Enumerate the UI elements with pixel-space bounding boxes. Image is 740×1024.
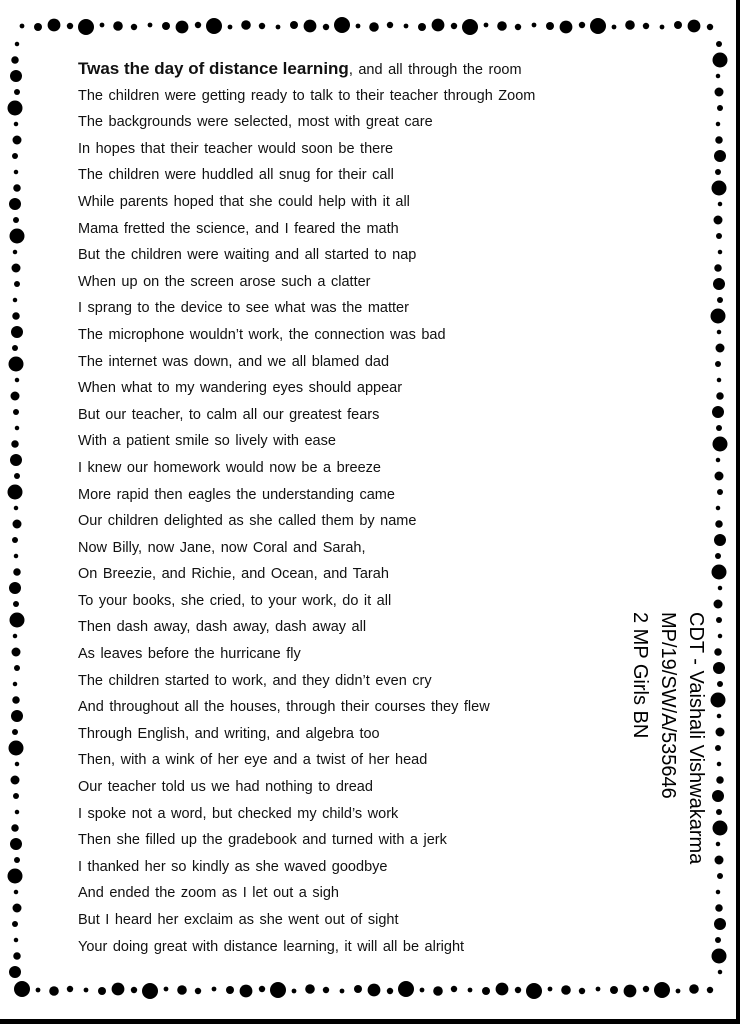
border-dot bbox=[717, 489, 723, 495]
border-dot bbox=[10, 838, 22, 850]
poem-line: The microphone wouldn’t work, the connection was bad bbox=[78, 326, 446, 343]
border-dot bbox=[11, 326, 23, 338]
border-dot bbox=[11, 440, 19, 448]
border-dot bbox=[12, 696, 20, 704]
border-dot bbox=[276, 25, 281, 30]
border-dot bbox=[14, 554, 19, 559]
border-dot bbox=[11, 710, 23, 722]
border-dot bbox=[716, 809, 722, 815]
poem-line: Then dash away, dash away, dash away all bbox=[78, 619, 367, 636]
border-dot bbox=[9, 741, 24, 756]
border-dot bbox=[14, 281, 20, 287]
border-dot bbox=[560, 21, 573, 34]
border-dot bbox=[718, 250, 723, 255]
border-dot bbox=[548, 987, 553, 992]
border-dot bbox=[305, 984, 315, 994]
border-dot bbox=[164, 987, 169, 992]
border-dot bbox=[716, 506, 721, 511]
border-dot bbox=[14, 506, 19, 511]
border-dot bbox=[290, 21, 298, 29]
border-dot bbox=[9, 357, 24, 372]
border-dot bbox=[12, 153, 18, 159]
border-dot bbox=[206, 18, 222, 34]
border-dot bbox=[34, 23, 42, 31]
border-dot bbox=[20, 24, 25, 29]
border-dot bbox=[212, 987, 217, 992]
poem-line: Now Billy, now Jane, now Coral and Sarah, bbox=[78, 539, 366, 556]
border-dot bbox=[625, 20, 635, 30]
poem-line: When what to my wandering eyes should appear bbox=[78, 380, 403, 397]
border-dot bbox=[718, 586, 723, 591]
border-dot bbox=[462, 19, 478, 35]
border-dot bbox=[100, 23, 105, 28]
border-dot bbox=[717, 105, 723, 111]
border-dot bbox=[11, 56, 19, 64]
border-dot bbox=[241, 20, 251, 30]
border-dot bbox=[712, 949, 727, 964]
border-dot bbox=[304, 20, 317, 33]
border-dot bbox=[13, 904, 22, 913]
border-dot bbox=[716, 458, 721, 463]
border-dot bbox=[715, 361, 721, 367]
border-dot bbox=[36, 988, 41, 993]
border-dot bbox=[707, 24, 713, 30]
border-dot bbox=[515, 24, 521, 30]
signature-id: MP/19/SW/A/535646 bbox=[657, 612, 679, 799]
border-dot bbox=[674, 21, 682, 29]
border-dot bbox=[484, 23, 489, 28]
border-dot bbox=[13, 952, 21, 960]
poem-line: Then she filled up the gradebook and turned with a jerk bbox=[78, 832, 447, 849]
border-dot bbox=[717, 762, 722, 767]
border-dot bbox=[195, 22, 201, 28]
border-dot bbox=[433, 986, 443, 996]
border-dot bbox=[8, 869, 23, 884]
page-edge-bottom bbox=[0, 1019, 740, 1024]
border-dot bbox=[387, 988, 393, 994]
border-dot bbox=[15, 426, 20, 431]
border-dot bbox=[13, 298, 18, 303]
border-dot bbox=[9, 582, 21, 594]
border-dot bbox=[12, 312, 20, 320]
poem-line: The backgrounds were selected, most with great care bbox=[78, 114, 433, 131]
border-dot bbox=[715, 856, 724, 865]
border-dot bbox=[13, 217, 19, 223]
border-dot bbox=[369, 22, 379, 32]
border-dot bbox=[12, 264, 21, 273]
border-dot bbox=[716, 392, 724, 400]
border-dot bbox=[468, 988, 473, 993]
border-dot bbox=[713, 821, 728, 836]
border-dot bbox=[526, 983, 542, 999]
border-dot bbox=[714, 648, 722, 656]
border-dot bbox=[9, 966, 21, 978]
border-dot bbox=[546, 22, 554, 30]
border-dot bbox=[716, 344, 725, 353]
border-dot bbox=[717, 330, 722, 335]
border-dot bbox=[10, 70, 22, 82]
border-dot bbox=[418, 23, 426, 31]
border-dot bbox=[12, 537, 18, 543]
border-dot bbox=[712, 790, 724, 802]
border-dot bbox=[226, 986, 234, 994]
border-dot bbox=[676, 989, 681, 994]
poem-line: Our children delighted as she called them by name bbox=[78, 513, 417, 530]
poem-line: I spoke not a word, but checked my child’s work bbox=[78, 805, 399, 822]
poem-line: The internet was down, and we all blamed dad bbox=[78, 353, 390, 370]
border-dot bbox=[67, 23, 73, 29]
border-dot bbox=[398, 981, 414, 997]
border-dot bbox=[11, 824, 19, 832]
border-dot bbox=[716, 41, 722, 47]
border-dot bbox=[590, 18, 606, 34]
poem-text bbox=[78, 56, 618, 960]
poem-line: Your doing great with distance learning, it will all be alright bbox=[78, 938, 465, 955]
border-dot bbox=[356, 24, 361, 29]
border-dot bbox=[432, 19, 445, 32]
border-dot bbox=[14, 170, 19, 175]
border-dot bbox=[13, 601, 19, 607]
poem-line: On Breezie, and Richie, and Ocean, and Tarah bbox=[78, 566, 389, 583]
border-dot bbox=[718, 970, 723, 975]
signature-block bbox=[626, 612, 710, 864]
border-dot bbox=[15, 762, 20, 767]
border-dot bbox=[712, 406, 724, 418]
border-dot bbox=[9, 198, 21, 210]
poem-line: The children were getting ready to talk to their teacher through Zoom bbox=[78, 87, 536, 104]
border-dot bbox=[14, 665, 20, 671]
border-dot bbox=[596, 987, 601, 992]
border-dot bbox=[14, 981, 30, 997]
border-dot bbox=[112, 983, 125, 996]
border-dot bbox=[532, 23, 537, 28]
border-dot bbox=[12, 729, 18, 735]
border-dot bbox=[654, 982, 670, 998]
border-dot bbox=[113, 21, 123, 31]
border-dot bbox=[715, 88, 724, 97]
border-dot bbox=[716, 122, 721, 127]
border-dot bbox=[496, 983, 509, 996]
border-dot bbox=[711, 693, 726, 708]
border-dot bbox=[643, 986, 649, 992]
border-dot bbox=[14, 857, 20, 863]
poem-first-line bbox=[78, 56, 618, 83]
poem-line: More rapid then eagles the understanding came bbox=[78, 486, 395, 503]
border-dot bbox=[579, 988, 585, 994]
border-dot bbox=[715, 904, 723, 912]
border-dot bbox=[259, 986, 265, 992]
signature-name: CDT - Vaishali Vishwakarma bbox=[685, 612, 707, 865]
border-dot bbox=[10, 454, 22, 466]
poem-line: Our teacher told us we had nothing to dread bbox=[78, 779, 373, 796]
border-dot bbox=[714, 918, 726, 930]
border-dot bbox=[715, 520, 723, 528]
poem-line: As leaves before the hurricane fly bbox=[78, 646, 301, 663]
border-dot bbox=[340, 989, 345, 994]
border-dot bbox=[714, 534, 726, 546]
border-dot bbox=[717, 378, 722, 383]
border-dot bbox=[195, 988, 201, 994]
border-dot bbox=[718, 202, 723, 207]
poem-line: With a patient smile so lively with ease bbox=[78, 433, 336, 450]
border-dot bbox=[292, 989, 297, 994]
border-dot bbox=[713, 278, 725, 290]
border-dot bbox=[717, 873, 723, 879]
border-dot bbox=[715, 937, 721, 943]
border-dot bbox=[14, 938, 19, 943]
border-dot bbox=[715, 169, 721, 175]
border-dot bbox=[715, 136, 723, 144]
border-dot bbox=[716, 74, 721, 79]
border-dot bbox=[451, 23, 457, 29]
border-dot bbox=[716, 617, 722, 623]
border-dot bbox=[162, 22, 170, 30]
border-dot bbox=[270, 982, 286, 998]
border-dot bbox=[718, 634, 723, 639]
border-dot bbox=[13, 184, 21, 192]
border-dot bbox=[713, 437, 728, 452]
border-dot bbox=[8, 485, 23, 500]
border-dot bbox=[228, 25, 233, 30]
border-dot bbox=[707, 987, 713, 993]
border-dot bbox=[14, 89, 20, 95]
poem-line: While parents hoped that she could help with it all bbox=[78, 193, 410, 210]
border-dot bbox=[13, 682, 18, 687]
border-dot bbox=[497, 21, 507, 31]
border-dot bbox=[515, 987, 521, 993]
poem-line: I knew our homework would now be a breeze bbox=[78, 459, 381, 476]
poem-lines bbox=[78, 83, 618, 961]
border-dot bbox=[387, 22, 393, 28]
border-dot bbox=[15, 378, 20, 383]
border-dot bbox=[131, 24, 137, 30]
border-dot bbox=[712, 181, 727, 196]
border-dot bbox=[78, 19, 94, 35]
poem-line: But our teacher, to calm all our greatest fears bbox=[78, 406, 380, 423]
border-dot bbox=[715, 472, 724, 481]
poem-line: When up on the screen arose such a clatter bbox=[78, 273, 371, 290]
signature-unit: 2 MP Girls BN bbox=[629, 612, 651, 739]
border-dot bbox=[714, 264, 722, 272]
border-dot bbox=[142, 983, 158, 999]
border-dot bbox=[713, 53, 728, 68]
poem-line: But I heard her exclaim as she went out of sight bbox=[78, 912, 399, 928]
poem-first-line-rest: , and all through the room bbox=[348, 62, 522, 78]
border-dot bbox=[323, 24, 329, 30]
border-dot bbox=[561, 985, 571, 995]
border-dot bbox=[579, 22, 585, 28]
border-dot bbox=[716, 728, 725, 737]
border-dot bbox=[482, 987, 490, 995]
border-dot bbox=[13, 568, 21, 576]
border-dot bbox=[13, 793, 19, 799]
border-dot bbox=[717, 297, 723, 303]
poem-line: I thanked her so kindly as she waved goodbye bbox=[78, 858, 388, 875]
border-dot bbox=[177, 985, 187, 995]
border-dot bbox=[714, 216, 723, 225]
border-dot bbox=[12, 921, 18, 927]
poem-line: Then, with a wink of her eye and a twist of her head bbox=[78, 752, 428, 769]
border-dot bbox=[451, 986, 457, 992]
border-dot bbox=[49, 986, 59, 996]
border-dot bbox=[67, 986, 73, 992]
poem-line: The children were huddled all snug for their call bbox=[78, 167, 394, 184]
poem-line: In hopes that their teacher would soon be there bbox=[78, 140, 394, 157]
poem-line: And ended the zoom as I let out a sigh bbox=[78, 885, 339, 902]
border-dot bbox=[131, 987, 137, 993]
border-dot bbox=[714, 600, 723, 609]
border-dot bbox=[716, 233, 722, 239]
border-dot bbox=[404, 24, 409, 29]
border-dot bbox=[259, 23, 265, 29]
poem-line: And throughout all the houses, through their courses they flew bbox=[78, 699, 490, 716]
border-dot bbox=[716, 776, 724, 784]
border-dot bbox=[716, 842, 721, 847]
poem-line: Through English, and writing, and algebra too bbox=[78, 725, 380, 742]
border-dot bbox=[420, 988, 425, 993]
border-dot bbox=[323, 987, 329, 993]
border-dot bbox=[14, 890, 19, 895]
border-dot bbox=[716, 890, 721, 895]
border-dot bbox=[8, 101, 23, 116]
border-dot bbox=[11, 392, 20, 401]
border-dot bbox=[715, 553, 721, 559]
poem-line: The children started to work, and they didn’t even cry bbox=[78, 672, 432, 689]
border-dot bbox=[10, 613, 25, 628]
border-dot bbox=[711, 309, 726, 324]
border-dot bbox=[15, 42, 20, 47]
border-dot bbox=[624, 985, 637, 998]
border-dot bbox=[10, 229, 25, 244]
border-dot bbox=[12, 345, 18, 351]
border-dot bbox=[712, 565, 727, 580]
border-dot bbox=[11, 776, 20, 785]
border-dot bbox=[610, 986, 618, 994]
border-dot bbox=[13, 409, 19, 415]
border-dot bbox=[12, 648, 21, 657]
border-dot bbox=[148, 23, 153, 28]
border-dot bbox=[717, 681, 723, 687]
poem-line: To your books, she cried, to your work, do it all bbox=[78, 592, 392, 609]
poem-title: Twas the day of distance learning bbox=[78, 59, 349, 78]
border-dot bbox=[84, 988, 89, 993]
border-dot bbox=[14, 122, 19, 127]
border-dot bbox=[715, 745, 721, 751]
border-dot bbox=[13, 250, 18, 255]
border-dot bbox=[717, 714, 722, 719]
border-dot bbox=[368, 984, 381, 997]
page-edge-right bbox=[736, 0, 740, 1024]
border-dot bbox=[714, 150, 726, 162]
border-dot bbox=[240, 985, 253, 998]
border-dot bbox=[98, 987, 106, 995]
poem-line: But the children were waiting and all started to nap bbox=[78, 247, 417, 264]
border-dot bbox=[689, 984, 699, 994]
border-dot bbox=[643, 23, 649, 29]
border-dot bbox=[13, 634, 18, 639]
border-dot bbox=[176, 21, 189, 34]
border-dot bbox=[612, 25, 617, 30]
border-dot bbox=[334, 17, 350, 33]
border-dot bbox=[688, 20, 701, 33]
border-dot bbox=[716, 425, 722, 431]
poem-line: Mama fretted the science, and I feared the math bbox=[78, 220, 399, 237]
border-dot bbox=[13, 520, 22, 529]
border-dot bbox=[354, 985, 362, 993]
border-dot bbox=[713, 662, 725, 674]
border-dot bbox=[15, 810, 20, 815]
border-dot bbox=[13, 136, 22, 145]
border-dot bbox=[14, 473, 20, 479]
poem-line: I sprang to the device to see what was the matter bbox=[78, 300, 409, 317]
border-dot bbox=[48, 19, 61, 32]
border-dot bbox=[660, 25, 665, 30]
